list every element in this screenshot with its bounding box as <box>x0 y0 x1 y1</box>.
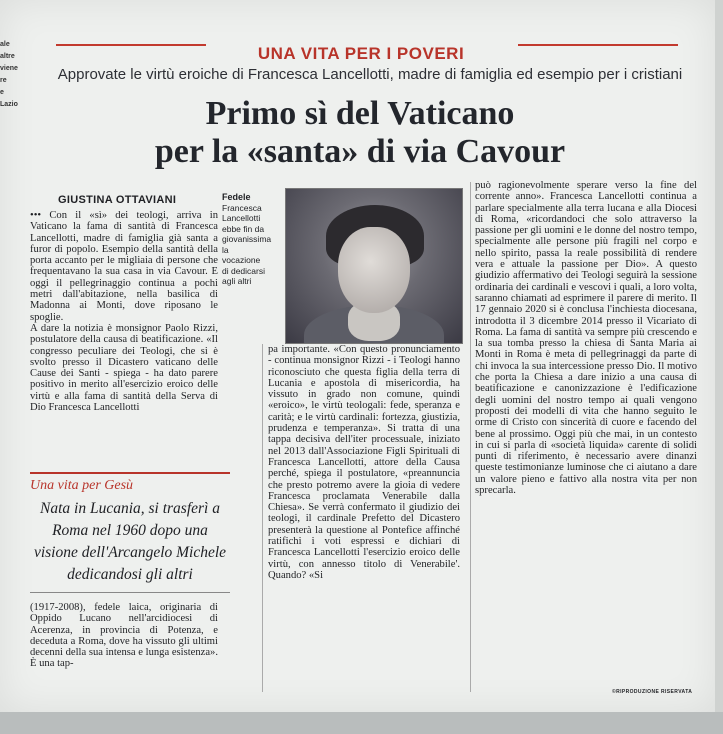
pull-quote-rule-bottom <box>30 592 230 593</box>
copyright-credit: ©RIPRODUZIONE RISERVATA <box>612 689 693 695</box>
adjacent-column-fragment <box>0 40 22 140</box>
headline-line-1: Primo sì del Vaticano <box>205 95 515 132</box>
page-fold-shadow <box>0 712 723 734</box>
headline-line-2: per la «santa» di via Cavour <box>154 133 566 170</box>
caption-line: Francesca <box>222 202 262 213</box>
pull-quote-text: Nata in Lucania, si trasferì a Roma nel 1960 dopo una visione dell'Arcangelo Michele dedicandosi gli altri <box>33 500 227 583</box>
paragraph: può ragionevolmente sperare verso la fine del corrente anno». Francesca Lancellotti continua a parlare specialmente alla terra lucana e alla Diocesi di Roma, «ricordandoci che solo attraverso la passione per gli uomini e le donne del nostro tempo, specialmente alle persone più fragili nel corpo e nello spirito, passa la reale possibilità di rendere vera e attuale la passione per Dio». A questo giudizio affermativo dei Teologi seguirà la sessione ordinaria dei cardinali e vescovi i quali, a loro volta, saranno chiamati ad esprimere il parere di merito. Il 17 gennaio 2020 si è conclusa l'inchiesta diocesana, introdotta il 3 dicembre 2014 presso il Vicariato di Roma. La fama di santità va sempre più crescendo e la sua tomba presso la chiesa di Santa Maria ai Monti in Roma è meta di pellegrinaggi da parte di chi invoca la sua intercessione presso Dio. Il motivo che porta la Chiesa a dare inizio a una causa di beatificazione e canonizzazione è l'edificazione degli uomini del nostro tempo ai quali vengono proposti dei modelli di vita che hanno seguito le orme di Cristo con sincerità di cuore e facendo del bene al prossimo. Oggi più che mai, in un contesto in cui si parla di «società liquida» carente di solidi punti di riferimento, è necessario avere dinanzi queste testimonianze luminose che ci aiutano a dare un valore pieno e fattivo alla nostra vita per non sprecarla. <box>475 180 697 497</box>
kicker-rule-left <box>56 44 206 46</box>
pull-quote-kicker: Una vita per Gesù <box>30 478 134 493</box>
paragraph: A dare la notizia è monsignor Paolo Rizzi, postulatore della causa di beatificazione. «Il congresso peculiare dei Teologi, che si è svolto presso il Dicastero vaticano delle Cause dei Santi - spiega - ha dato parere positivo in merito all'esercizio eroico delle virtù e alla fama di santità della Serva di Dio Francesca Lancellotti <box>30 322 218 414</box>
caption-title: Fedele <box>222 192 251 202</box>
byline: GIUSTINA OTTAVIANI <box>58 194 177 206</box>
caption-line: giovanissima <box>222 234 272 244</box>
column-divider <box>470 182 471 692</box>
caption-line: ebbe fin da <box>222 223 265 234</box>
article-column-1-continued <box>30 602 218 670</box>
fragment-text: ale <box>0 41 10 48</box>
paragraph: ••• Con il «sì» dei teologi, arriva in Vaticano la fama di santità di Francesca Lancellotti, madre di famiglia già santa a furor di popolo. Esempio della santità della porta accanto per le migliaia di persone che frequentavano la sua casa in via Cavour. E oggi il pellegrinaggio continua a pochi metri dall'abitazione, nella basilica di Madonna ai Monti, dove riposano le spoglie. <box>30 210 218 323</box>
fragment-text: altre <box>0 53 15 60</box>
kicker-rule-right <box>518 44 678 46</box>
fragment-text: viene <box>0 65 18 72</box>
fragment-text: Lazio <box>0 101 18 108</box>
caption-line: di dedicarsi <box>222 265 265 276</box>
fragment-text: e <box>0 89 4 96</box>
fragment-text: re <box>0 77 7 84</box>
column-divider <box>262 344 263 692</box>
overline: Approvate le virtù eroiche di Francesca Lancellotti, madre di famiglia ed esempio per i cristiani <box>57 66 683 83</box>
article-column-3 <box>475 180 697 496</box>
caption-line: la vocazione <box>222 244 261 265</box>
portrait-face <box>338 227 410 313</box>
pull-quote-rule <box>30 472 230 474</box>
pull-quote-box <box>30 472 230 593</box>
paragraph: pa importante. «Con questo pronunciamento - continua monsignor Rizzi - i Teologi hanno riconosciuto che questa figlia della terra di Lucania e apostola di misericordia, ha vissuto in grado non comune, quindi «eroico», le virtù teologali: fede, speranza e carità; e le virtù cardinali: fortezza, giustizia, prudenza e temperanza». Si tratta di una tappa decisiva dell'iter processuale, iniziato nel 2013 dall'Associazione Figli Spirituali di Francesca Lancellotti, attore della Causa perché, spiega il postulatore, «preannuncia che presto potremo avere la gioia di vedere Francesca proclamata Venerabile dalla Chiesa». Se verrà confermato il giudizio dei teologi, il cardinale Prefetto del Dicastero presenterà la questione al Pontefice affinché ratifichi i voti espressi e dichiari di Francesca Lancellotti l'esercizio eroico delle virtù, con annesso titolo di Venerabile'. Quando? «Si <box>268 344 460 581</box>
photo-caption <box>222 192 272 287</box>
paragraph: (1917-2008), fedele laica, originaria di Oppido Lucano nell'arcidiocesi di Acerenza, in provincia di Potenza, e deceduta a Roma, dove ha vissuto gli ultimi decenni della sua intensa e lunga esistenza». È una tap- <box>30 602 218 670</box>
article-column-2 <box>268 344 460 581</box>
caption-line: Lancellotti <box>222 213 261 223</box>
portrait-photo <box>285 188 463 344</box>
caption-line: agli altri <box>222 276 252 286</box>
section-kicker: UNA VITA PER I POVERI <box>257 44 465 63</box>
article-column-1 <box>30 210 218 413</box>
headline <box>60 95 660 171</box>
